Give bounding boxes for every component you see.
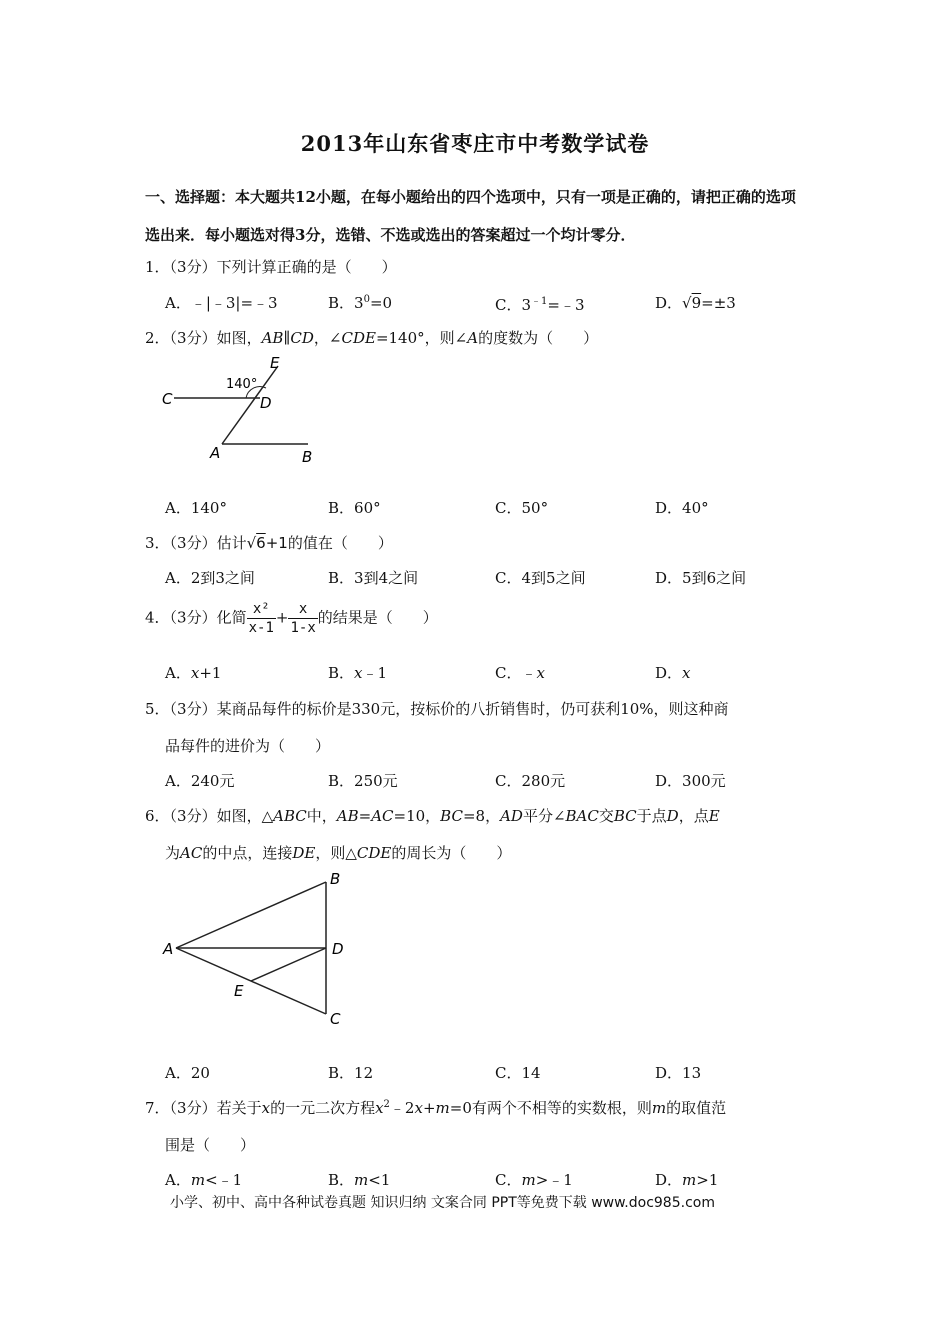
q6-option-c: C．14 [495, 1064, 541, 1082]
q2-option-a: A．140° [165, 499, 227, 517]
q6-option-b: B．12 [328, 1064, 374, 1082]
q2-option-c: C．50° [495, 499, 549, 517]
question-4-stem: 4．（3分）化简 $\frac{\text{x²}}{x-1}$ + $\frac{x}{1-x}$ 的结果是（ ） [145, 601, 438, 636]
question-5-line1: 5．（3分）某商品每件的标价是330元，按标价的八折销售时，仍可获利10%，则这种商 [145, 700, 729, 718]
q6-label-b: B [330, 870, 341, 888]
q4-option-c: C．﹣x [495, 664, 545, 682]
q6-option-d: D．13 [655, 1064, 702, 1082]
question-2-stem: 2．（3分）如图，AB∥CD，∠CDE=140°，则∠A的度数为（ ） [145, 329, 599, 347]
sqrt-sign: √ [246, 534, 257, 552]
question-3-stem: 3．（3分）估计√6+1的值在（ ） [145, 534, 393, 552]
question-7-line2: 围是（ ） [165, 1136, 256, 1154]
q5-option-a: A．240元 [165, 772, 235, 790]
q5-option-c: C．280元 [495, 772, 566, 790]
q6-label-c: C [330, 1010, 341, 1028]
q6-label-a: A [163, 940, 174, 958]
fraction-2: $\frac{x}{1-x}$ [290, 601, 316, 636]
q1-option-d: D．√9=±3 [655, 294, 736, 312]
q6-figure [158, 866, 358, 1031]
question-1-stem: 1．（3分）下列计算正确的是（ ） [145, 258, 397, 276]
q6-label-e: E [234, 982, 244, 1000]
q3-option-b: B．3到4之间 [328, 569, 419, 587]
q7-option-b: B．m<1 [328, 1171, 391, 1189]
question-7-line1: 7．（3分）若关于x的一元二次方程$x^2﹣2x+m=0$有两个不相等的实数根，则m的取值范 [145, 1099, 727, 1117]
q2-label-d: D [260, 394, 272, 412]
q6-label-d: D [332, 940, 344, 958]
q4-option-a: A．x+1 [165, 664, 222, 682]
q3-option-a: A．2到3之间 [165, 569, 255, 587]
q3-option-c: C．4到5之间 [495, 569, 586, 587]
q2-option-b: B．60° [328, 499, 381, 517]
q2-figure [160, 352, 330, 467]
q2-label-c: C [162, 390, 173, 408]
q5-option-d: D．300元 [655, 772, 726, 790]
sqrt-sign: √ [682, 294, 692, 312]
q2-label-a: A [210, 444, 221, 462]
q7-option-c: C．m>﹣1 [495, 1171, 573, 1189]
q7-option-a: A．m<﹣1 [165, 1171, 243, 1189]
q4-option-d: D．x [655, 664, 691, 682]
q5-option-b: B．250元 [328, 772, 398, 790]
q1-option-b: B．$3^0=0$ [328, 294, 393, 312]
q1-option-c: C．$3^{﹣1}=﹣3$ [495, 296, 585, 314]
q2-angle-label: 140° [226, 377, 258, 392]
q2-label-e: E [270, 354, 280, 372]
section-instructions: 一、选择题：本大题共12小题，在每小题给出的四个选项中，只有一项是正确的，请把正确的选项选出来．每小题选对得3分，选错、不选或选出的答案超过一个均计零分． [145, 188, 796, 244]
q1-option-a: A．﹣|﹣3|=﹣3 [165, 294, 278, 312]
question-6-line2: 为AC的中点，连接DE，则△CDE的周长为（ ） [165, 844, 512, 862]
question-6-line1: 6．（3分）如图，△ABC中，AB=AC=10，BC=8，AD平分∠BAC交BC于点D，点E [145, 807, 720, 825]
q4-option-b: B．x﹣1 [328, 664, 388, 682]
q3-option-d: D．5到6之间 [655, 569, 747, 587]
q2-label-b: B [302, 448, 313, 466]
q7-option-d: D．m>1 [655, 1171, 719, 1189]
question-5-line2: 品每件的进价为（ ） [165, 737, 331, 755]
q2-option-d: D．40° [655, 499, 709, 517]
q6-option-a: A．20 [165, 1064, 210, 1082]
page-footer: 小学、初中、高中各种试卷真题 知识归纳 文案合同 PPT等免费下载 www.doc985.com [170, 1195, 715, 1211]
page-title: 2013年山东省枣庄市中考数学试卷 [300, 131, 650, 156]
fraction-1: $\frac{\text{x²}}{x-1}$ [248, 601, 274, 636]
